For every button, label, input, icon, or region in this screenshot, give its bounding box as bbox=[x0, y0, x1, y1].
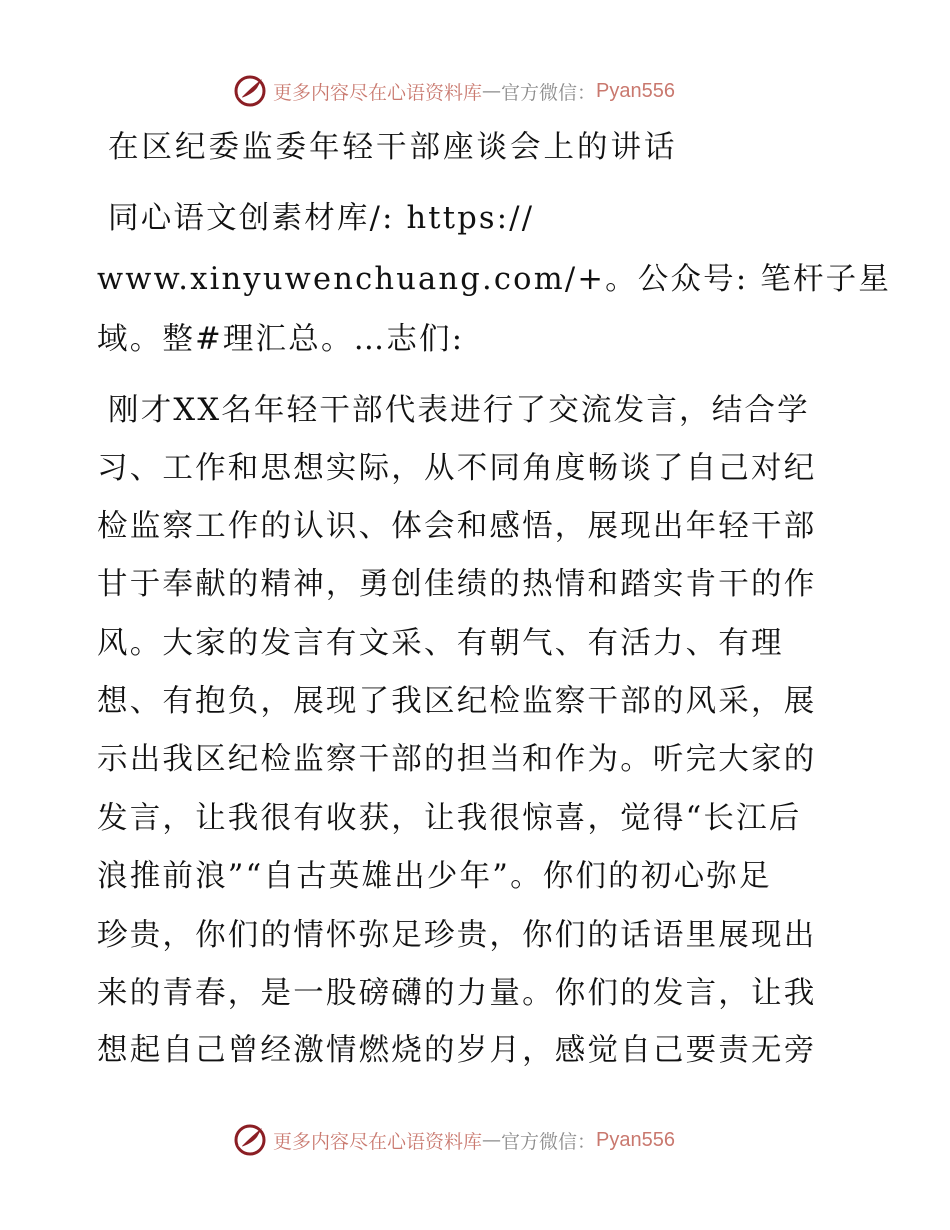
source-line-3: 域。整#理汇总。…志们: bbox=[97, 322, 465, 357]
footer-watermark-banner bbox=[233, 1120, 675, 1160]
promo-text: 更多内容尽在心语资料库 bbox=[273, 1130, 483, 1153]
separator: — bbox=[482, 80, 502, 102]
body-line: 发言，让我很有收获，让我很惊喜，觉得“长江后 bbox=[97, 801, 802, 836]
wechat-id: Pyan556 bbox=[596, 1128, 675, 1151]
wechat-id: Pyan556 bbox=[596, 79, 675, 102]
body-line: 风。大家的发言有文采、有朝气、有活力、有理 bbox=[97, 626, 784, 661]
header-watermark-banner bbox=[233, 71, 675, 111]
separator: — bbox=[482, 1129, 502, 1151]
body-line: 想、有抱负，展现了我区纪检监察干部的风采，展 bbox=[97, 684, 817, 719]
source-line-1: 同心语文创素材库/: https:// bbox=[108, 201, 535, 236]
body-line: 示出我区纪检监察干部的担当和作为。听完大家的 bbox=[97, 742, 817, 777]
source-line-2: www.xinyuwenchuang.com/+。公众号: 笔杆子星 bbox=[97, 262, 892, 297]
body-line: 想起自己曾经激情燃烧的岁月，感觉自己要责无旁 bbox=[97, 1033, 817, 1068]
body-line: 检监察工作的认识、体会和感悟，展现出年轻干部 bbox=[97, 509, 817, 544]
quill-pen-logo-icon bbox=[233, 74, 267, 108]
promo-text: 更多内容尽在心语资料库 bbox=[273, 81, 483, 104]
body-line: 习、工作和思想实际，从不同角度畅谈了自己对纪 bbox=[97, 451, 817, 486]
wechat-label: 官方微信： bbox=[501, 81, 597, 104]
body-line: 来的青春，是一股磅礴的力量。你们的发言，让我 bbox=[97, 976, 817, 1011]
document-title: 在区纪委监委年轻干部座谈会上的讲话 bbox=[108, 130, 678, 165]
body-line: 刚才XX名年轻干部代表进行了交流发言，结合学 bbox=[108, 393, 810, 428]
wechat-label: 官方微信： bbox=[501, 1130, 597, 1153]
body-line: 珍贵，你们的情怀弥足珍贵，你们的话语里展现出 bbox=[97, 918, 817, 953]
quill-pen-logo-icon bbox=[233, 1123, 267, 1157]
body-line: 甘于奉献的精神，勇创佳绩的热情和踏实肯干的作 bbox=[97, 567, 817, 602]
body-line: 浪推前浪”“自古英雄出少年”。你们的初心弥足 bbox=[97, 859, 772, 894]
